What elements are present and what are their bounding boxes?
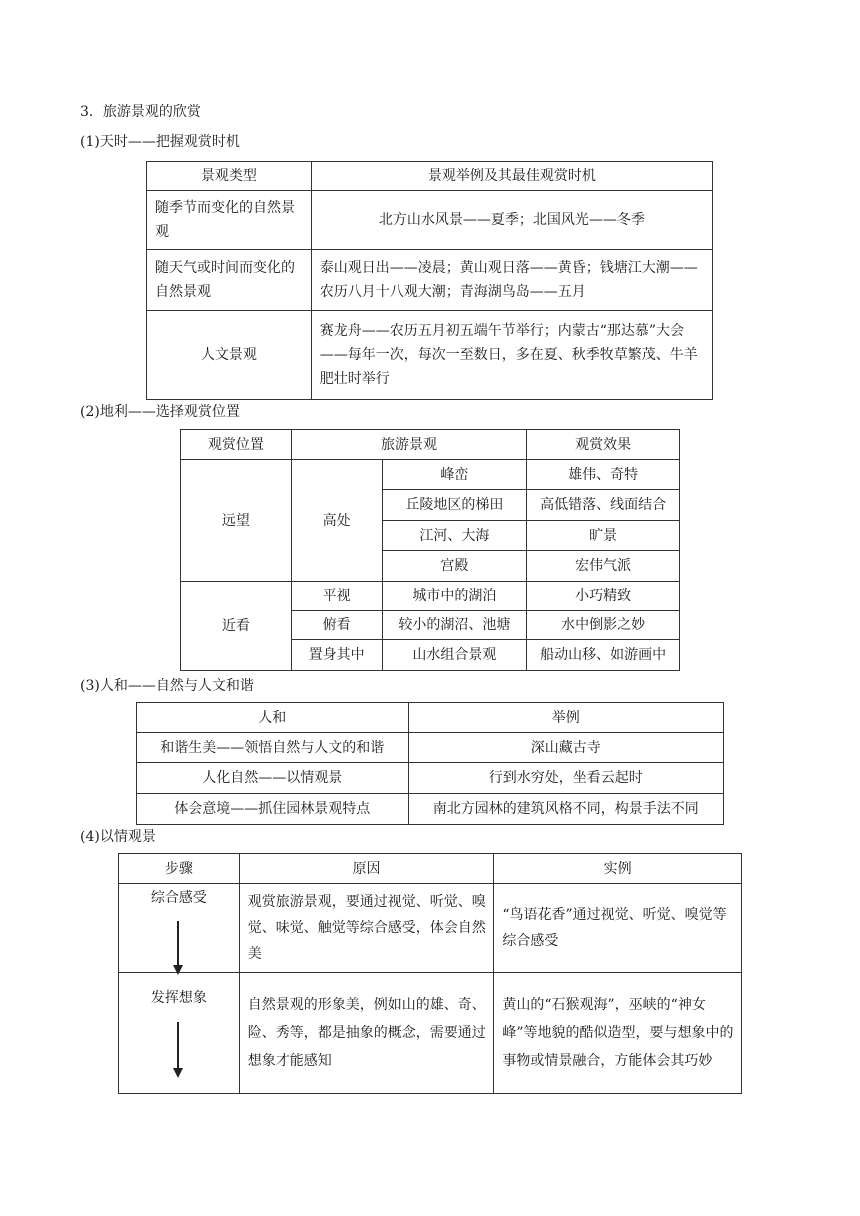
arrow-down-icon <box>177 921 179 973</box>
table-cell: 北方山水风景——夏季；北国风光——冬季 <box>311 191 712 250</box>
table-cell: 人化自然——以情观景 <box>137 763 409 794</box>
table-cell: 水中倒影之妙 <box>527 611 680 640</box>
table-row <box>137 763 724 794</box>
table-row <box>137 733 724 763</box>
table-cell: 人文景观 <box>147 311 312 400</box>
table-row <box>181 460 680 490</box>
table-cell: 高低错落、线面结合 <box>527 490 680 521</box>
table-cell: 和谐生美——领悟自然与人文的和谐 <box>137 733 409 763</box>
table-cell: 黄山的“石猴观海”，巫峡的“神女峰”等地貌的酷似造型，要与想象中的事物或情景融合，方能体会其巧妙 <box>494 973 742 1094</box>
table-cell: 置身其中 <box>291 640 382 671</box>
table-row <box>147 311 713 400</box>
header-cell: 原因 <box>239 854 494 884</box>
table-cell: 自然景观的形象美，例如山的雄、奇、险、秀等，都是抽象的概念，需要通过想象才能感知 <box>239 973 494 1094</box>
header-cell: 景观类型 <box>147 162 312 191</box>
step-cell: 综合感受 <box>119 884 240 973</box>
table-cell: 船动山移、如游画中 <box>527 640 680 671</box>
table-cell: 随天气或时间而变化的自然景观 <box>147 250 312 311</box>
table-cell: 城市中的湖泊 <box>382 582 527 611</box>
arrow-down-icon <box>177 1022 179 1076</box>
table-cell: 行到水穷处，坐看云起时 <box>408 763 723 794</box>
header-cell: 旅游景观 <box>291 430 527 460</box>
table-cell: 近看 <box>181 582 292 671</box>
table-header-row <box>137 703 724 733</box>
table-row <box>137 794 724 825</box>
s3-table <box>136 702 724 825</box>
table-cell: 较小的湖沼、池塘 <box>382 611 527 640</box>
s1-table <box>146 161 713 400</box>
table-cell: 高处 <box>291 460 382 582</box>
table-cell: 泰山观日出——凌晨；黄山观日落——黄昏；钱塘江大潮——农历八月十八观大潮；青海湖鸟岛——五月 <box>311 250 712 311</box>
table-row <box>181 582 680 611</box>
step-cell: 发挥想象 <box>119 973 240 1094</box>
table-cell: 小巧精致 <box>527 582 680 611</box>
table-cell: 体会意境——抓住园林景观特点 <box>137 794 409 825</box>
table-header-row <box>147 162 713 191</box>
header-cell: 景观举例及其最佳观赏时机 <box>311 162 712 191</box>
table-cell: 南北方园林的建筑风格不同，构景手法不同 <box>408 794 723 825</box>
s1-title: (1)天时——把握观赏时机 <box>80 134 240 150</box>
table-row <box>147 250 713 311</box>
table-cell: 旷景 <box>527 521 680 551</box>
table-cell: 远望 <box>181 460 292 582</box>
table-cell: 赛龙舟——农历五月初五端午节举行；内蒙古“那达慕”大会——每年一次，每次一至数日，多在夏、秋季牧草繁茂、牛羊肥壮时举行 <box>311 311 712 400</box>
table-cell: 深山藏古寺 <box>408 733 723 763</box>
table-row <box>147 191 713 250</box>
s4-table <box>118 853 742 1094</box>
table-cell: 山水组合景观 <box>382 640 527 671</box>
header-cell: 人和 <box>137 703 409 733</box>
table-cell: 丘陵地区的梯田 <box>382 490 527 521</box>
table-header-row <box>181 430 680 460</box>
table-cell: “鸟语花香”通过视觉、听觉、嗅觉等综合感受 <box>494 884 742 973</box>
table-header-row <box>119 854 742 884</box>
table-cell: 观赏旅游景观，要通过视觉、听觉、嗅觉、味觉、触觉等综合感受，体会自然美 <box>239 884 494 973</box>
header-cell: 举例 <box>408 703 723 733</box>
table-cell: 宏伟气派 <box>527 551 680 582</box>
header-cell: 观赏效果 <box>527 430 680 460</box>
table-row <box>119 884 742 973</box>
table-cell: 宫殿 <box>382 551 527 582</box>
s4-title: (4)以情观景 <box>80 829 156 845</box>
header-cell: 实例 <box>494 854 742 884</box>
section-title: 3．旅游景观的欣赏 <box>80 104 201 120</box>
s2-table <box>180 429 680 671</box>
s3-title: (3)人和——自然与人文和谐 <box>80 678 254 694</box>
table-cell: 平视 <box>291 582 382 611</box>
table-cell: 江河、大海 <box>382 521 527 551</box>
table-cell: 随季节而变化的自然景观 <box>147 191 312 250</box>
table-cell: 峰峦 <box>382 460 527 490</box>
table-row <box>119 973 742 1094</box>
table-cell: 俯看 <box>291 611 382 640</box>
header-cell: 步骤 <box>119 854 240 884</box>
s2-title: (2)地利——选择观赏位置 <box>80 404 240 420</box>
table-cell: 雄伟、奇特 <box>527 460 680 490</box>
header-cell: 观赏位置 <box>181 430 292 460</box>
